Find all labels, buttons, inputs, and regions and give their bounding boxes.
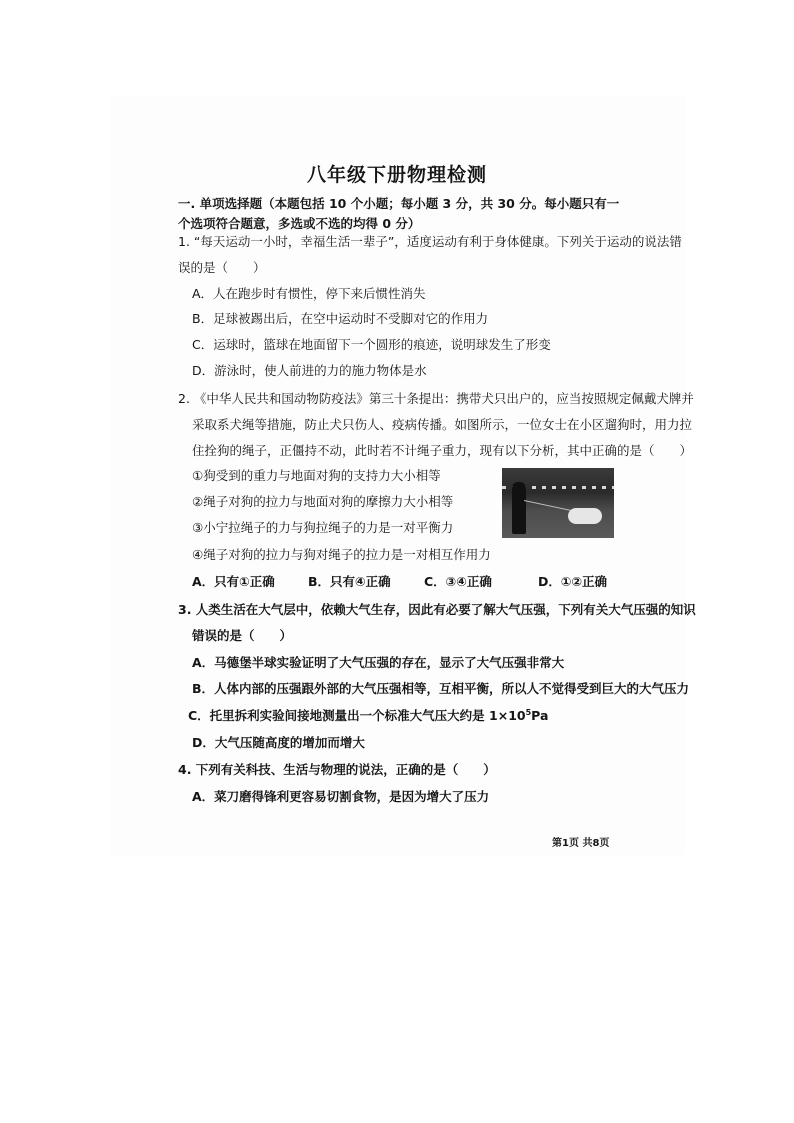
q1-option-b: B．足球被踢出后，在空中运动时不受脚对它的作用力: [192, 311, 489, 326]
q2-option-b: B．只有④正确: [308, 574, 391, 589]
q1-stem-line2: 误的是（ ）: [178, 260, 266, 275]
q3-option-a: A．马德堡半球实验证明了大气压强的存在，显示了大气压强非常大: [192, 655, 565, 670]
q2-option-d: D．①②正确: [538, 574, 608, 589]
q1-option-a: A．人在跑步时有惯性，停下来后惯性消失: [192, 286, 426, 301]
q2-statement-3: ③小宁拉绳子的力与狗拉绳子的力是一对平衡力: [192, 520, 454, 535]
page-title: 八年级下册物理检测: [306, 164, 487, 186]
q4-option-a: A．菜刀磨得锋利更容易切割食物，是因为增大了压力: [192, 789, 490, 804]
q1-option-d: D．游泳时，使人前进的力的施力物体是水: [192, 363, 427, 378]
photo-leash: [524, 500, 573, 511]
q3-option-c-exponent: 5: [525, 707, 532, 717]
q2-stem-line3: 住拴狗的绳子，正僵持不动，此时若不计绳子重力，现有以下分析，其中正确的是（ ）: [192, 443, 693, 458]
photo-woman-figure: [512, 482, 526, 534]
q3-option-c-unit: Pa: [531, 708, 549, 723]
q2-statement-2: ②绳子对狗的拉力与地面对狗的摩擦力大小相等: [192, 494, 454, 509]
q2-option-a: A．只有①正确: [192, 574, 275, 589]
q2-option-c: C．③④正确: [424, 574, 492, 589]
q3-option-d: D．大气压随高度的增加而增大: [192, 735, 365, 750]
q1-option-c: C．运球时，篮球在地面留下一个圆形的痕迹，说明球发生了形变: [192, 337, 551, 352]
q1-stem-line1: 1. “每天运动一小时，幸福生活一辈子”，适度运动有利于身体健康。下列关于运动的说法错: [178, 234, 682, 249]
q2-statement-4: ④绳子对狗的拉力与狗对绳子的拉力是一对相互作用力: [192, 547, 491, 562]
page-footer: 第1页 共8页: [552, 838, 610, 849]
photo-dog-figure: [568, 508, 602, 524]
q2-stem-line2: 采取系犬绳等措施，防止犬只伤人、疫病传播。如图所示，一位女士在小区遛狗时，用力拉: [192, 417, 693, 432]
q2-stem-line1: 2. 《中华人民共和国动物防疫法》第三十条提出：携带犬只出户的，应当按照规定佩戴犬牌并: [178, 391, 694, 406]
q3-option-b: B．人体内部的压强跟外部的大气压强相等，互相平衡，所以人不觉得受到巨大的大气压力: [192, 681, 690, 696]
q3-stem-line2: 错误的是（ ）: [192, 628, 293, 643]
dog-walking-photo: [502, 468, 614, 538]
section-heading: 一. 单项选择题（本题包括 10 个小题；每小题 3 分，共 30 分。每小题只有一个选项符合题意，多选或不选的均得 0 分）: [178, 196, 620, 231]
q3-option-c: [188, 706, 548, 724]
q3-stem-line1: 3. 人类生活在大气层中，依赖大气生存，因此有必要了解大气压强，下列有关大气压强的知识: [178, 602, 696, 617]
q2-statement-1: ①狗受到的重力与地面对狗的支持力大小相等: [192, 468, 441, 483]
q4-stem: 4. 下列有关科技、生活与物理的说法，正确的是（ ）: [178, 762, 496, 777]
q3-option-c-text: C．托里拆利实验间接地测量出一个标准大气压大约是 1×10: [188, 708, 526, 723]
